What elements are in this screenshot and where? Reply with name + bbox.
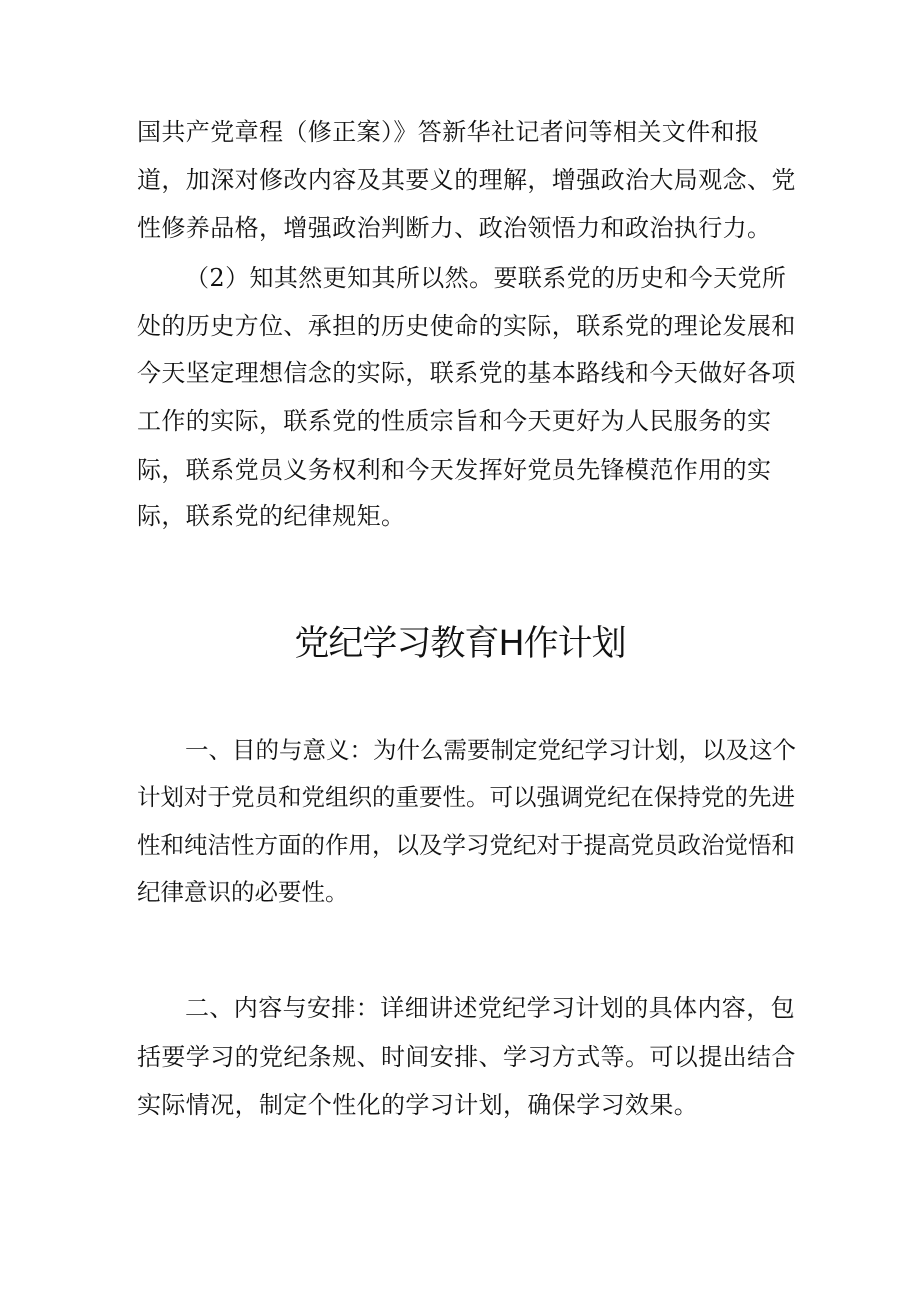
paragraph-line: 际，联系党员义务权利和今天发挥好党员先锋模范作用的实 [137,456,772,484]
paragraph-line: 处的历史方位、承担的历史使命的实际，联系党的理论发展和 [137,312,796,340]
paragraph-line: （2）知其然更知其所以然。要联系党的历史和今天党所 [185,264,787,292]
paragraph-line: 今天坚定理想信念的实际，联系党的基本路线和今天做好各项 [137,359,796,387]
paragraph-line: 际，联系党的纪律规矩。 [137,502,406,530]
paragraph-line: 国共产党章程（修正案）》答新华社记者问等相关文件和报 [137,118,760,146]
paragraph-line: 纪律意识的必要性。 [137,878,349,906]
paragraph-line: 工作的实际，联系党的性质宗旨和今天更好为人民服务的实 [137,407,772,435]
paragraph-line: 实际情况，制定个性化的学习计划，确保学习效果。 [137,1091,699,1119]
document-title: 党纪学习教育H作计划 [294,624,626,664]
paragraph-line: 性修养品格，增强政治判断力、政治领悟力和政治执行力。 [137,214,772,242]
paragraph-line: 二、内容与安排：详细讲述党纪学习计划的具体内容，包 [185,994,795,1022]
paragraph-line: 性和纯洁性方面的作用，以及学习党纪对于提高党员政治觉悟和 [137,831,795,859]
paragraph-line: 计划对于党员和党组织的重要性。可以强调党纪在保持党的先进 [137,783,795,811]
paragraph-line: 一、目的与意义：为什么需要制定党纪学习计划，以及这个 [185,736,796,764]
paragraph-line: 括要学习的党纪条规、时间安排、学习方式等。可以提出结合 [137,1043,796,1071]
paragraph-line: 道，加深对修改内容及其要义的理解，增强政治大局观念、党 [137,166,796,194]
